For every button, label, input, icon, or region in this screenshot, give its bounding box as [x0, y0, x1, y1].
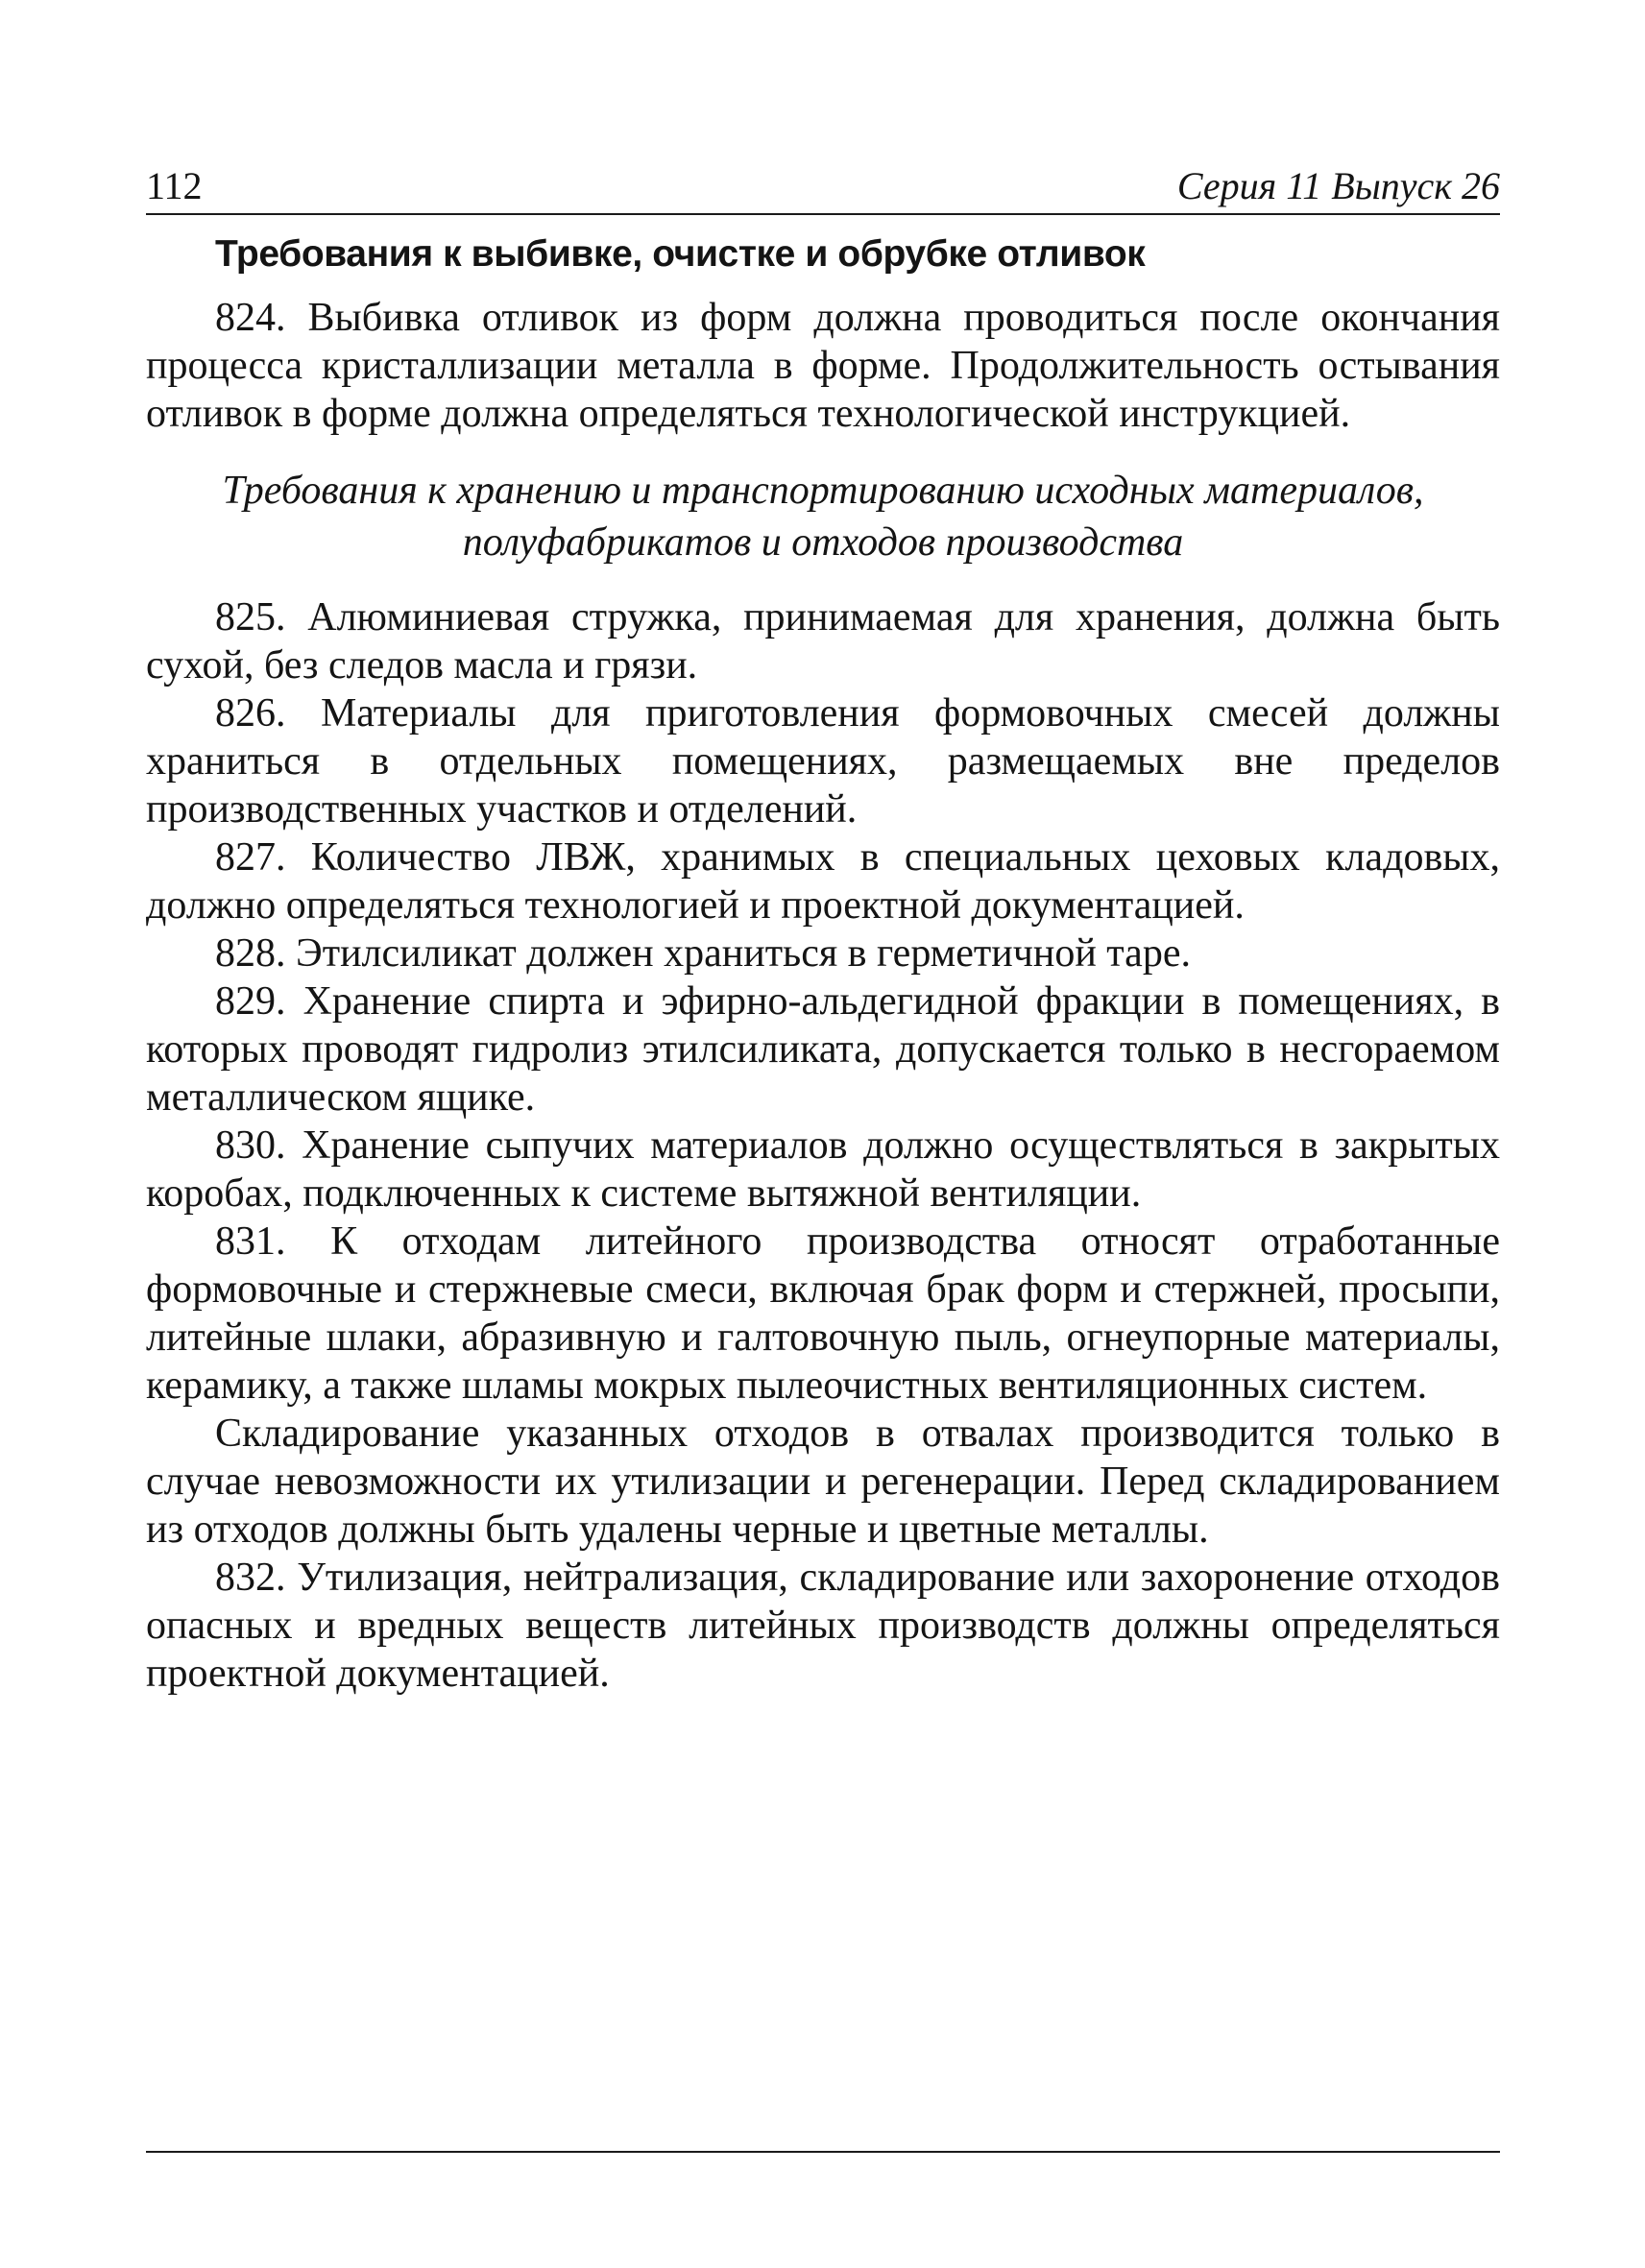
paragraph-827: 827. Количество ЛВЖ, хранимых в специальных цеховых кладовых, должно определяться технологией и проектной документацией. [146, 835, 1500, 928]
paragraph-824: 824. Выбивка отливок из форм должна проводиться после окончания процесса кристаллизации металла в форме. Продолжительность остывания отливок в форме должна определяться технологической инструкцией. [146, 296, 1500, 436]
paragraph-825: 825. Алюминиевая стружка, принимаемая для хранения, должна быть сухой, без следов масла и грязи. [146, 595, 1500, 688]
paragraph-831-continuation: Складирование указанных отходов в отвалах производится только в случае невозможности их утилизации и регенерации. Перед складированием из отходов должны быть удалены черные и цветные металлы. [146, 1411, 1500, 1552]
paragraph-831: 831. К отходам литейного производства относят отработанные формовочные и стержневые смеси, включая брак форм и стержней, просыпи, литейные шлаки, абразивную и галтовочную пыль, огнеупорные материалы, керамику, а также шламы мокрых пылеочистных вентиляционных систем. [146, 1219, 1500, 1408]
paragraph-830: 830. Хранение сыпучих материалов должно осуществляться в закрытых коробах, подключенных к системе вытяжной вентиляции. [146, 1123, 1500, 1216]
page-header [146, 163, 1500, 215]
paragraph-829: 829. Хранение спирта и эфирно-альдегидной фракции в помещениях, в которых проводят гидролиз этилсиликата, допускается только в несгораемом металлическом ящике. [146, 979, 1500, 1120]
paragraph-826: 826. Материалы для приготовления формовочных смесей должны храниться в отдельных помещениях, размещаемых вне пределов производственных участков и отделений. [146, 691, 1500, 832]
paragraph-828: 828. Этилсиликат должен храниться в герметичной таре. [215, 931, 1191, 976]
footer-rule [146, 2151, 1500, 2153]
subsection-title: Требования к хранению и транспортированию исходных материалов, полуфабрикатов и отходов производства [222, 469, 1424, 565]
series-label: Серия 11 Выпуск 26 [1176, 164, 1500, 207]
paragraph-832: 832. Утилизация, нейтрализация, складирование или захоронение отходов опасных и вредных веществ литейных производств должны определяться проектной документацией. [146, 1556, 1500, 1696]
section-title: Требования к выбивке, очистке и обрубке отливок [215, 233, 1146, 275]
page-number: 112 [146, 164, 203, 207]
document-page [146, 163, 1500, 1698]
